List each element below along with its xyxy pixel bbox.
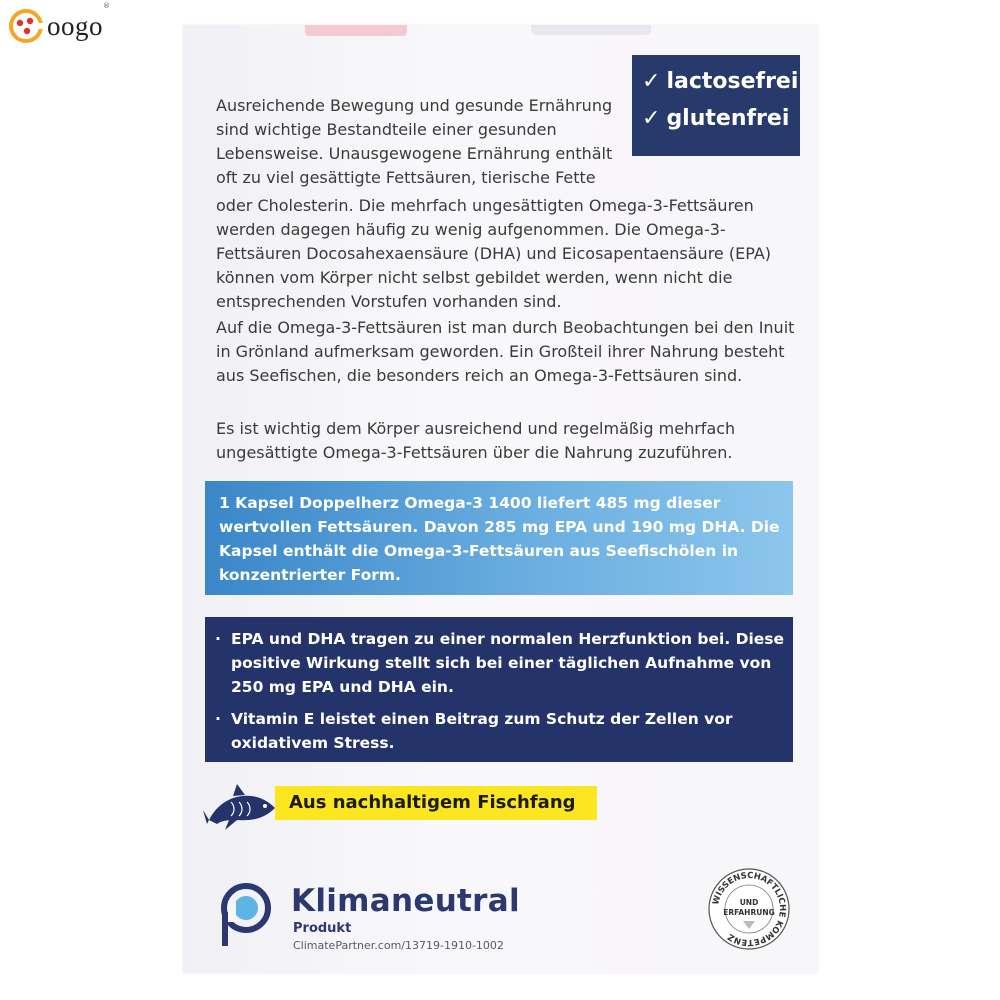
checkmark-icon: ✓	[642, 69, 661, 94]
paragraph-text: Auf die Omega-3-Fettsäuren ist man durch Beobachtungen bei den Inuit in Grönland aufmerksam geworden. Ein Großteil ihrer Nahrung besteht aus Seefischen, die besonders reich an Omega-3-Fettsäuren sind.	[216, 318, 795, 385]
paragraph-text: Ausreichende Bewegung und gesunde Ernährung sind wichtige Bestandteile einer gesunden Lebensweise. Unausgewogene Ernährung enthält oft zu viel gesättigte Fettsäuren, tierische Fette	[216, 96, 613, 187]
intro-paragraph-4	[216, 417, 806, 465]
bullet-dot: ·	[215, 710, 221, 728]
free-from-badge	[632, 55, 800, 156]
claim-item	[215, 627, 793, 699]
oogo-watermark	[6, 6, 103, 46]
checkmark-icon: ✓	[642, 106, 661, 131]
intro-paragraph-1	[216, 94, 626, 190]
sustainable-fishing-banner: Aus nachhaltigem Fischfang	[275, 786, 597, 820]
seal-ring-text: WISSENSCHAFTLICHE KOMPETENZ	[710, 869, 789, 949]
package-back	[183, 25, 818, 973]
claim-item	[215, 707, 793, 755]
climate-neutral-title: Klimaneutral	[291, 883, 520, 919]
claim-text: EPA und DHA tragen zu einer normalen Herzfunktion bei. Diese positive Wirkung stellt sich bei einer täglichen Aufnahme von 250 mg EPA und DHA ein.	[231, 630, 785, 696]
dosage-highlight-panel	[205, 481, 793, 595]
badge-lactose	[642, 63, 800, 100]
climate-neutral-subtitle: Produkt	[293, 921, 352, 936]
badge-label: lactosefrei	[666, 69, 799, 94]
science-competence-seal	[707, 867, 791, 951]
climate-partner-icon	[219, 882, 273, 948]
paragraph-text: Es ist wichtig dem Körper ausreichend und regelmäßig mehrfach ungesättigte Omega-3-Fettsäuren über die Nahrung zuzuführen.	[216, 419, 736, 462]
bullet-dot: ·	[215, 630, 221, 648]
fish-icon	[203, 780, 281, 832]
claim-text: Vitamin E leistet einen Beitrag zum Schutz der Zellen vor oxidativem Stress.	[231, 710, 733, 752]
top-gray-strip	[531, 25, 651, 35]
top-pink-strip	[305, 25, 407, 36]
climate-partner-url: ClimatePartner.com/13719-1910-1002	[293, 939, 504, 952]
intro-paragraph-2	[216, 194, 806, 314]
oogo-wordmark: oogo	[47, 10, 103, 41]
badge-gluten	[642, 100, 800, 137]
paragraph-text: oder Cholesterin. Die mehrfach ungesättigten Omega-3-Fettsäuren werden dagegen häufig zu wenig aufgenommen. Die Omega-3-Fettsäuren Docosahexaensäure (DHA) und Eicosapentaensäure (EPA) können vom Körper nicht selbst gebildet werden, wenn nicht die entsprechenden Vorstufen vorhanden sind.	[216, 196, 772, 311]
registered-mark: ®	[103, 2, 110, 10]
dosage-text: 1 Kapsel Doppelherz Omega-3 1400 liefert 485 mg dieser wertvollen Fettsäuren. Davon 285 mg EPA und 190 mg DHA. Die Kapsel enthält die Omega-3-Fettsäuren aus Seefischölen in konzentrierter Form.	[219, 494, 780, 584]
health-claims-panel	[205, 617, 793, 762]
seal-center-top: UND	[739, 898, 759, 907]
oogo-logo-icon	[6, 6, 46, 46]
badge-label: glutenfrei	[666, 106, 790, 131]
seal-center-bottom: ERFAHRUNG	[723, 908, 775, 917]
intro-paragraph-3	[216, 316, 806, 388]
